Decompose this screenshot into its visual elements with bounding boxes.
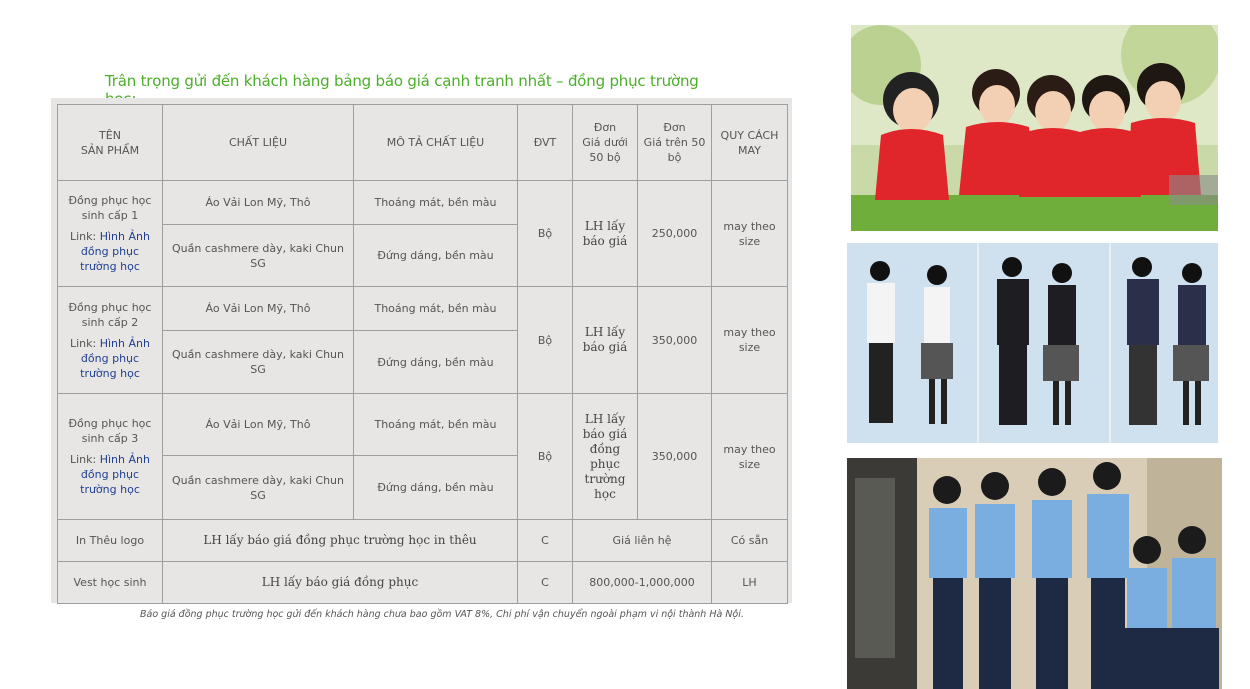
header-product: TÊN SẢN PHẨM bbox=[58, 105, 163, 181]
description-cell: Thoáng mát, bền màu bbox=[354, 394, 518, 456]
description-cell: Đứng dáng, bền màu bbox=[354, 225, 518, 287]
header-price-over: Đơn Giá trên 50 bộ bbox=[638, 105, 712, 181]
price-under-cell: LH lấy báo giá đồng phục trường học bbox=[573, 394, 638, 520]
description-cell: Đứng dáng, bền màu bbox=[354, 456, 518, 520]
material-cell: LH lấy báo giá đồng phục bbox=[163, 562, 518, 604]
link-label: Link: bbox=[70, 230, 97, 243]
table-header-row bbox=[58, 105, 788, 181]
product-image-link[interactable]: Hình Ảnh đồng phục trường học bbox=[80, 336, 150, 380]
header-price-under: Đơn Giá dưới 50 bộ bbox=[573, 105, 638, 181]
material-cell: Áo Vải Lon Mỹ, Thô bbox=[163, 287, 354, 331]
product-image-link[interactable]: Hình Ảnh đồng phục trường học bbox=[80, 230, 150, 273]
material-cell: Quần cashmere dày, kaki Chun SG bbox=[163, 456, 354, 520]
product-name: Đồng phục học sinh cấp 3 bbox=[68, 417, 152, 445]
product-cell bbox=[58, 287, 163, 394]
description-cell: Thoáng mát, bền màu bbox=[354, 181, 518, 225]
footnote: Báo giá đồng phục trường học gửi đến khách hàng chưa bao gồm VAT 8%, Chi phí vận chuyển ngoài phạm vi nội thành Hà Nội. bbox=[140, 609, 744, 620]
price-under-cell: LH lấy báo giá bbox=[573, 181, 638, 287]
header-description: MÔ TẢ CHẤT LIỆU bbox=[354, 105, 518, 181]
unit-cell: Bộ bbox=[518, 287, 573, 394]
material-cell: Áo Vải Lon Mỹ, Thô bbox=[163, 181, 354, 225]
description-cell: Thoáng mát, bền màu bbox=[354, 287, 518, 331]
table-row bbox=[58, 394, 788, 456]
material-cell: Áo Vải Lon Mỹ, Thô bbox=[163, 394, 354, 456]
product-name: Đồng phục học sinh cấp 2 bbox=[68, 300, 152, 329]
price-table-container bbox=[51, 98, 792, 603]
sewing-cell: Có sẵn bbox=[712, 520, 788, 562]
sewing-cell: LH bbox=[712, 562, 788, 604]
price-over-cell: 250,000 bbox=[638, 181, 712, 287]
product-image-link[interactable]: Hình Ảnh đồng phục trường học bbox=[80, 453, 150, 496]
material-cell: Quần cashmere dày, kaki Chun SG bbox=[163, 225, 354, 287]
table-row bbox=[58, 562, 788, 604]
link-label: Link: bbox=[70, 336, 97, 350]
product-cell: Vest học sinh bbox=[58, 562, 163, 604]
header-unit: ĐVT bbox=[518, 105, 573, 181]
header-material: CHẤT LIỆU bbox=[163, 105, 354, 181]
product-cell bbox=[58, 181, 163, 287]
table-row bbox=[58, 287, 788, 331]
sewing-cell: may theo size bbox=[712, 394, 788, 520]
unit-cell: Bộ bbox=[518, 394, 573, 520]
price-over-cell: 350,000 bbox=[638, 394, 712, 520]
sewing-cell: may theo size bbox=[712, 181, 788, 287]
unit-cell: C bbox=[518, 562, 573, 604]
price-cell: Giá liên hệ bbox=[573, 520, 712, 562]
table-row bbox=[58, 181, 788, 225]
unit-cell: C bbox=[518, 520, 573, 562]
product-cell bbox=[58, 394, 163, 520]
link-label: Link: bbox=[70, 453, 97, 466]
price-table bbox=[57, 104, 788, 604]
price-cell: 800,000-1,000,000 bbox=[573, 562, 712, 604]
description-cell: Đứng dáng, bền màu bbox=[354, 331, 518, 394]
header-sewing: QUY CÁCH MAY bbox=[712, 105, 788, 181]
price-under-cell: LH lấy báo giá bbox=[573, 287, 638, 394]
unit-cell: Bộ bbox=[518, 181, 573, 287]
sewing-cell: may theo size bbox=[712, 287, 788, 394]
primary-students-photo bbox=[851, 25, 1218, 231]
price-over-cell: 350,000 bbox=[638, 287, 712, 394]
product-name: Đồng phục học sinh cấp 1 bbox=[68, 194, 152, 222]
material-cell: Quần cashmere dày, kaki Chun SG bbox=[163, 331, 354, 394]
uniform-students-photo bbox=[847, 243, 1218, 443]
table-row bbox=[58, 520, 788, 562]
material-cell: LH lấy báo giá đồng phục trường học in thêu bbox=[163, 520, 518, 562]
page-heading: Trân trọng gửi đến khách hàng bảng báo giá cạnh tranh nhất – đồng phục trường bbox=[105, 72, 699, 90]
highschool-students-photo bbox=[847, 458, 1222, 689]
product-cell: In Thêu logo bbox=[58, 520, 163, 562]
